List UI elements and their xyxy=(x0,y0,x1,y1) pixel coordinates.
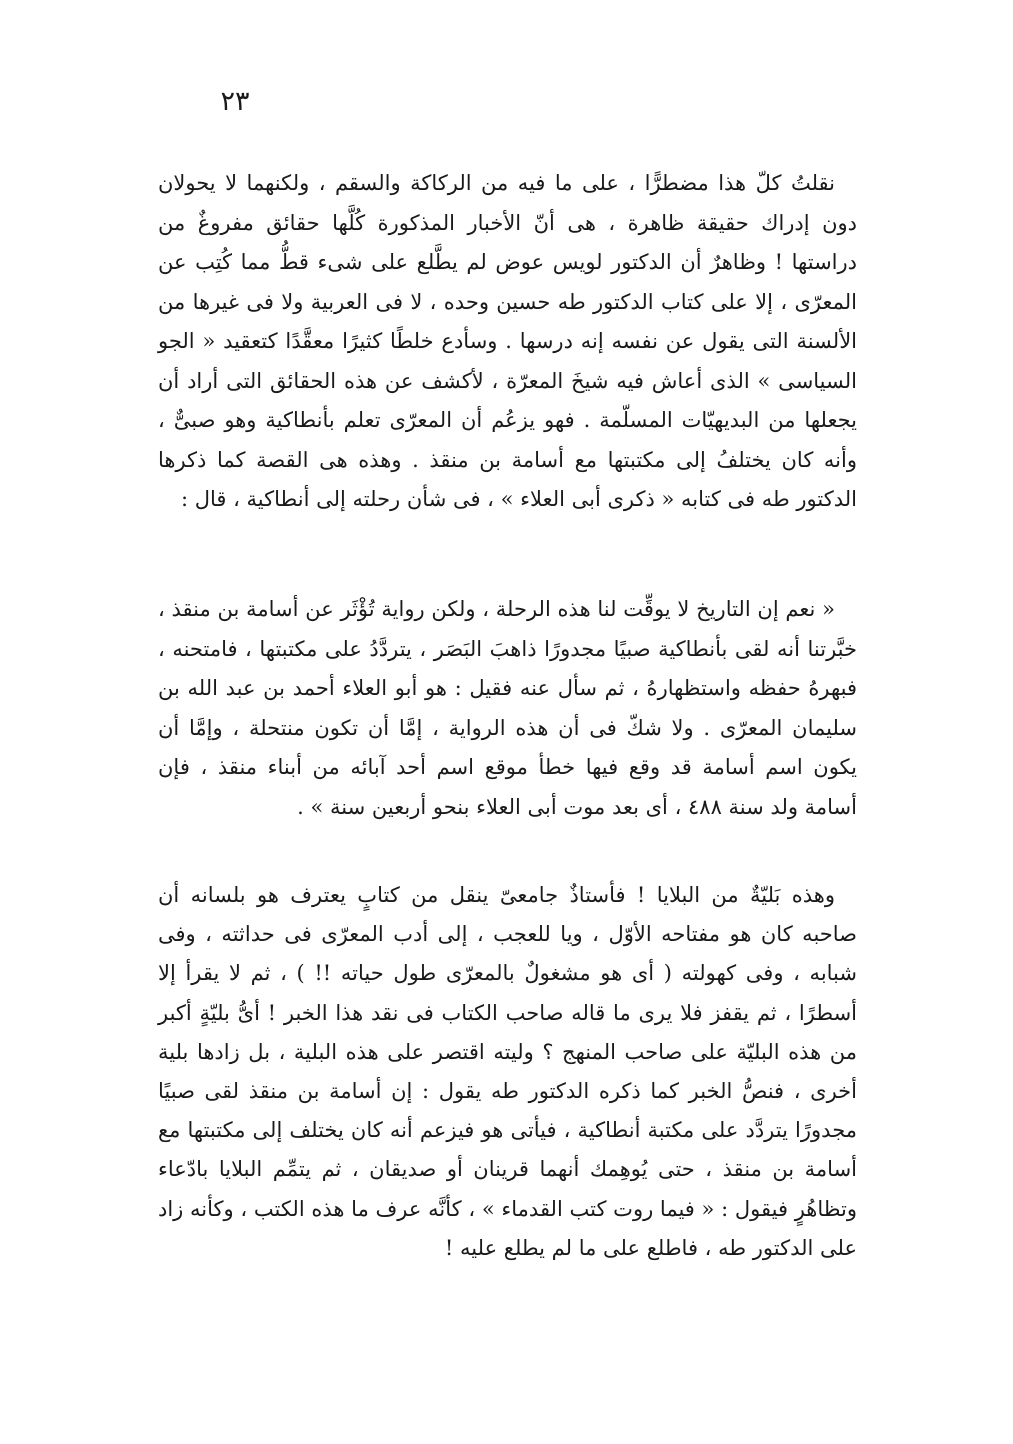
quoted-paragraph: « نعم إن التاريخ لا يوقِّت لنا هذه الرحلة ، ولكن رواية تُؤْثَر عن أسامة بن منقذ ، خبَّرتنا أنه لقى بأنطاكية صبيًا مجدورًا ذاهبَ البَصَر ، يتردَّدُ على مكتبتها ، فامتحنه ، فبهرهُ حفظه واستظهارهُ ، ثم سأل عنه فقيل : هو أبو العلاء أحمد بن عبد الله بن سليمان المعرّى . ولا شكّ فى أن هذه الرواية ، إمَّا أن تكون منتحلة ، وإمَّا أن يكون اسم أسامة قد وقع فيها خطأ موقع اسم أحد آبائه من أبناء منقذ ، فإن أسامة ولد سنة ٤٨٨ ، أى بعد موت أبى العلاء بنحو أربعين سنة » . xyxy=(158,597,857,819)
paragraph-block-3 xyxy=(158,876,857,1268)
page-number: ٢٣ xyxy=(220,86,250,117)
body-paragraph-1: نقلتُ كلّ هذا مضطرًّا ، على ما فيه من الركاكة والسقم ، ولكنهما لا يحولان دون إدراك حقيقة ظاهرة ، هى أنّ الأخبار المذكورة كُلَّها حقائق مفروغٌ من دراستها ! وظاهرٌ أن الدكتور لويس عوض لم يطَّلع على شىء قطُّ مما كُتِب عن المعرّى ، إلا على كتاب الدكتور طه حسين وحده ، لا فى العربية ولا فى غيرها من الألسنة التى يقول عن نفسه إنه درسها . وسأدع خلطًا كثيرًا معقَّدًا كتعقيد « الجو السياسى » الذى أعاش فيه شيخَ المعرّة ، لأكشف عن هذه الحقائق التى أراد أن يجعلها من البديهيّات المسلّمة . فهو يزعُم أن المعرّى تعلم بأنطاكية وهو صبىٌّ ، وأنه كان يختلفُ إلى مكتبتها مع أسامة بن منقذ . وهذه هى القصة كما ذكرها الدكتور طه فى كتابه « ذكرى أبى العلاء » ، فى شأن رحلته إلى أنطاكية ، قال : xyxy=(158,171,857,511)
body-paragraph-3: وهذه بَليّةٌ من البلايا ! فأستاذٌ جامعىّ ينقل من كتابٍ يعترف هو بلسانه أن صاحبه كان هو مفتاحه الأوّل ، ويا للعجب ، إلى أدب المعرّى فى حداثته ، وفى شبابه ، وفى كهولته ( أى هو مشغولٌ بالمعرّى طول حياته !! ) ، ثم لا يقرأ إلا أسطرًا ، ثم يقفز فلا يرى ما قاله صاحب الكتاب فى نقد هذا الخبر ! أىُّ بليّةٍ أكبر من هذه البليّة على صاحب المنهج ؟ وليته اقتصر على هذه البلية ، بل زادها بلية أخرى ، فنصُّ الخبر كما ذكره الدكتور طه يقول : إن أسامة بن منقذ لقى صبيًا مجدورًا يتردَّد على مكتبة أنطاكية ، فيأتى هو فيزعم أنه كان يختلف إلى مكتبتها مع أسامة بن منقذ ، حتى يُوهِمك أنهما قرينان أو صديقان ، ثم يتمِّم البلايا بادّعاء وتظاهُرٍ فيقول : « فيما روت كتب القدماء » ، كأنَّه عرف ما هذه الكتب ، وكأنه زاد على الدكتور طه ، فاطلع على ما لم يطلع عليه ! xyxy=(158,883,857,1260)
paragraph-block-2 xyxy=(158,590,857,827)
paragraph-block-1 xyxy=(158,164,857,520)
